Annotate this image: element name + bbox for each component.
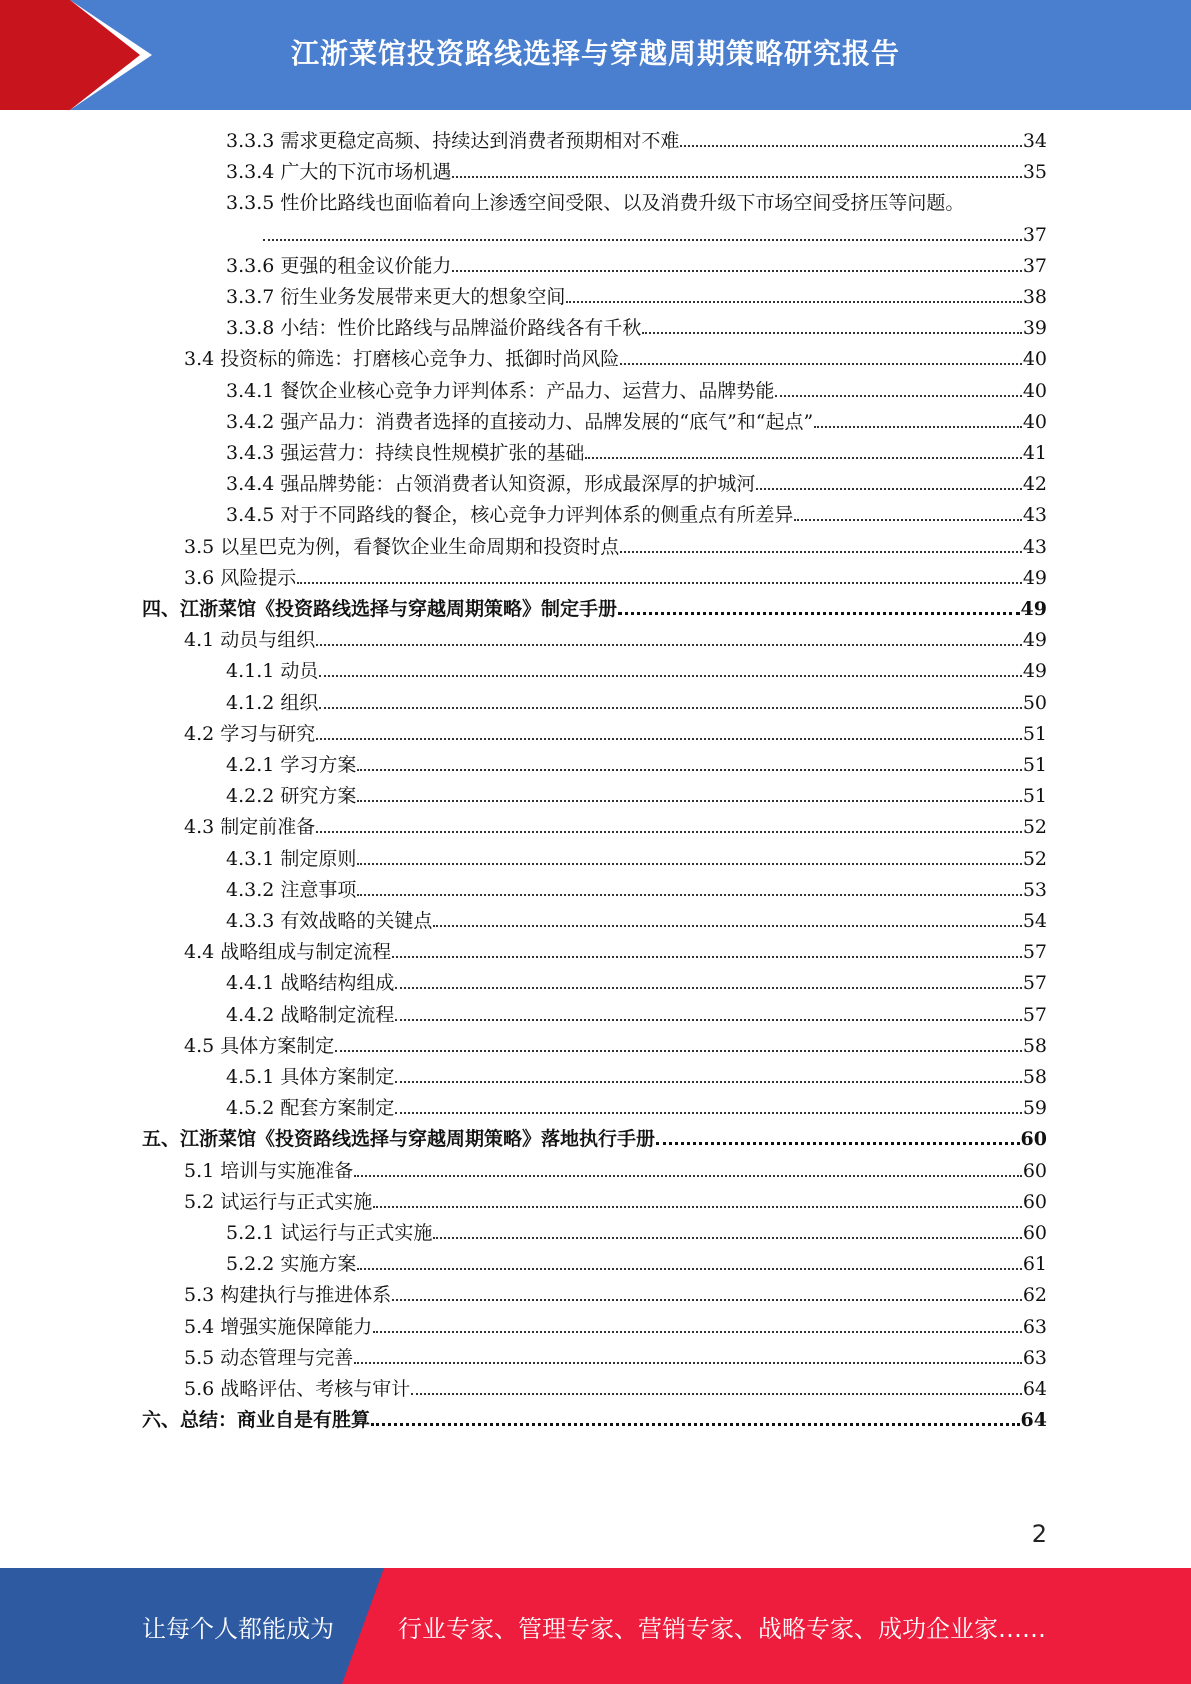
toc-entry[interactable] xyxy=(226,846,1047,870)
toc-entry[interactable] xyxy=(142,1407,1047,1431)
toc-leader-dots xyxy=(794,519,1021,521)
toc-leader-dots xyxy=(680,145,1021,147)
toc-entry[interactable] xyxy=(226,378,1047,402)
toc-entry[interactable] xyxy=(226,440,1047,464)
toc-entry[interactable] xyxy=(226,315,1047,339)
toc-entry[interactable] xyxy=(184,1345,1047,1369)
toc-entry-page: 40 xyxy=(1022,348,1047,371)
toc-entry-page: 49 xyxy=(1022,660,1047,683)
toc-entry-page: 51 xyxy=(1022,754,1047,776)
toc-leader-dots xyxy=(319,707,1021,709)
toc-entry-label: 3.4 投资标的筛选：打磨核心竞争力、抵御时尚风险 xyxy=(184,348,620,371)
toc-entry-page: 37 xyxy=(1022,223,1047,246)
toc-entry-label: 5.5 动态管理与完善 xyxy=(184,1346,354,1369)
toc-entry-page: 51 xyxy=(1022,722,1047,745)
footer-slogan-right: 行业专家、管理专家、营销专家、战略专家、成功企业家…… xyxy=(398,1614,1046,1643)
toc-entry-label: 4.2.1 学习方案 xyxy=(226,754,357,776)
toc-leader-dots xyxy=(566,301,1021,303)
toc-entry[interactable] xyxy=(226,409,1047,433)
toc-entry-page: 34 xyxy=(1022,130,1047,152)
toc-entry[interactable] xyxy=(226,190,964,214)
toc-leader-dots xyxy=(395,1112,1021,1114)
toc-entry-label: 3.4.4 强品牌势能：占领消费者认知资源，形成最深厚的护城河 xyxy=(226,473,756,496)
toc-entry-page: 52 xyxy=(1022,816,1047,839)
toc-entry-page: 63 xyxy=(1022,1315,1047,1338)
toc-entry-page: 49 xyxy=(1020,598,1047,620)
toc-entry-label: 4.3.3 有效战略的关键点 xyxy=(226,910,433,932)
toc-leader-dots xyxy=(357,800,1021,802)
toc-leader-dots xyxy=(354,1175,1022,1177)
toc-entry[interactable] xyxy=(226,970,1047,994)
toc-entry-label: 3.3.3 需求更稳定高频、持续达到消费者预期相对不难 xyxy=(226,130,680,152)
toc-entry-page: 39 xyxy=(1022,317,1047,340)
toc-entry-page: 58 xyxy=(1022,1034,1047,1057)
toc-entry-page: 58 xyxy=(1022,1066,1047,1088)
toc-entry[interactable] xyxy=(226,1220,1047,1244)
toc-entry-label: 四、江浙菜馆《投资路线选择与穿越周期策略》制定手册 xyxy=(142,598,618,620)
toc-entry-label: 5.2.2 实施方案 xyxy=(226,1253,357,1276)
toc-entry-page: 53 xyxy=(1022,878,1047,901)
toc-entry-label: 4.4.1 战略结构组成 xyxy=(226,972,395,995)
toc-leader-dots xyxy=(392,956,1022,958)
toc-entry-page: 40 xyxy=(1022,410,1047,433)
toc-entry[interactable] xyxy=(226,908,1047,932)
toc-entry-page: 51 xyxy=(1022,785,1047,808)
toc-entry-label: 4.2 学习与研究 xyxy=(184,722,316,745)
toc-entry-page: 57 xyxy=(1022,1003,1047,1026)
toc-leader-dots xyxy=(357,769,1021,771)
report-title: 江浙菜馆投资路线选择与穿越周期策略研究报告 xyxy=(290,37,900,70)
toc-entry-page: 59 xyxy=(1022,1097,1047,1120)
toc-entry-label: 4.1.2 组织 xyxy=(226,691,319,714)
toc-entry[interactable] xyxy=(262,222,1047,246)
toc-entry-page: 54 xyxy=(1022,910,1047,932)
toc-entry-page: 38 xyxy=(1022,286,1047,308)
toc-entry-page: 60 xyxy=(1020,1128,1047,1151)
toc-entry-label: 3.4.2 强产品力：消费者选择的直接动力、品牌发展的“底气”和“起点” xyxy=(226,410,814,433)
toc-entry[interactable] xyxy=(226,1095,1047,1119)
toc-leader-dots xyxy=(618,612,1020,615)
toc-entry-page: 49 xyxy=(1022,566,1047,589)
toc-leader-dots xyxy=(756,488,1021,490)
toc-entry-page: 41 xyxy=(1022,442,1047,464)
toc-entry-page: 57 xyxy=(1022,972,1047,995)
toc-entry-label: 4.3.1 制定原则 xyxy=(226,847,357,870)
toc-entry-label: 4.2.2 研究方案 xyxy=(226,785,357,808)
toc-entry-label: 4.4.2 战略制定流程 xyxy=(226,1003,395,1026)
toc-entry[interactable] xyxy=(226,752,1047,776)
toc-entry[interactable] xyxy=(184,1033,1047,1057)
toc-entry-label: 3.5 以星巴克为例，看餐饮企业生命周期和投资时点 xyxy=(184,535,620,558)
toc-entry-label: 5.6 战略评估、考核与审计 xyxy=(184,1378,411,1400)
toc-leader-dots xyxy=(263,239,1022,241)
toc-leader-dots xyxy=(814,426,1022,428)
footer-blue-slant xyxy=(342,1568,384,1684)
toc-entry[interactable] xyxy=(184,1376,1047,1400)
toc-entry[interactable] xyxy=(226,253,1047,277)
toc-leader-dots xyxy=(775,395,1021,397)
toc-entry-label: 4.3.2 注意事项 xyxy=(226,878,357,901)
toc-entry-page: 49 xyxy=(1022,629,1047,652)
toc-leader-dots xyxy=(656,1142,1020,1145)
toc-entry[interactable] xyxy=(226,502,1047,526)
toc-entry[interactable] xyxy=(184,346,1047,370)
toc-entry-page: 57 xyxy=(1022,941,1047,964)
toc-leader-dots xyxy=(642,332,1021,334)
toc-leader-dots xyxy=(585,457,1021,459)
toc-entry[interactable] xyxy=(226,1002,1047,1026)
toc-leader-dots xyxy=(392,1299,1022,1301)
toc-entry-label: 3.4.3 强运营力：持续良性规模扩张的基础 xyxy=(226,442,585,464)
toc-entry-label: 3.3.4 广大的下沉市场机遇 xyxy=(226,161,452,184)
toc-leader-dots xyxy=(373,1206,1022,1208)
toc-leader-dots xyxy=(357,894,1021,896)
toc-entry-label: 5.1 培训与实施准备 xyxy=(184,1159,354,1182)
toc-leader-dots xyxy=(316,644,1022,646)
toc-entry[interactable] xyxy=(184,534,1047,558)
toc-entry-page: 62 xyxy=(1022,1284,1047,1307)
toc-entry[interactable] xyxy=(226,783,1047,807)
toc-entry-page: 64 xyxy=(1020,1409,1047,1432)
toc-leader-dots xyxy=(433,1237,1021,1239)
page-footer xyxy=(0,1568,1191,1684)
toc-leader-dots xyxy=(452,270,1021,272)
toc-leader-dots xyxy=(373,1331,1022,1333)
toc-leader-dots xyxy=(335,1050,1022,1052)
toc-entry[interactable] xyxy=(184,939,1047,963)
toc-entry[interactable] xyxy=(226,690,1047,714)
toc-leader-dots xyxy=(395,1019,1021,1021)
toc-entry-label: 3.3.8 小结：性价比路线与品牌溢价路线各有千秋 xyxy=(226,317,642,340)
toc-entry-label: 五、江浙菜馆《投资路线选择与穿越周期策略》落地执行手册 xyxy=(142,1128,656,1151)
toc-entry[interactable] xyxy=(226,658,1047,682)
toc-entry-page: 63 xyxy=(1022,1346,1047,1369)
toc-leader-dots xyxy=(316,738,1022,740)
toc-leader-dots xyxy=(357,1268,1021,1270)
header-red-arrow xyxy=(70,0,140,110)
toc-entry[interactable] xyxy=(184,565,1047,589)
toc-entry[interactable] xyxy=(184,1189,1047,1213)
toc-leader-dots xyxy=(395,987,1021,989)
toc-entry[interactable] xyxy=(184,1282,1047,1306)
toc-entry-page: 60 xyxy=(1022,1190,1047,1213)
toc-entry-label: 5.4 增强实施保障能力 xyxy=(184,1315,373,1338)
toc-entry-label: 3.4.1 餐饮企业核心竞争力评判体系：产品力、运营力、品牌势能 xyxy=(226,379,775,402)
page-header xyxy=(0,0,1191,110)
toc-entry[interactable] xyxy=(226,1251,1047,1275)
toc-entry-label: 3.3.6 更强的租金议价能力 xyxy=(226,254,452,277)
header-red-block xyxy=(0,0,70,110)
toc-leader-dots xyxy=(319,675,1021,677)
toc-leader-dots xyxy=(433,925,1021,927)
toc-entry-page: 61 xyxy=(1022,1253,1047,1276)
toc-entry-page: 40 xyxy=(1022,379,1047,402)
toc-entry-label: 4.1 动员与组织 xyxy=(184,629,316,652)
toc-entry[interactable] xyxy=(226,877,1047,901)
toc-entry[interactable] xyxy=(184,1314,1047,1338)
toc-entry-label: 5.2 试运行与正式实施 xyxy=(184,1190,373,1213)
toc-leader-dots xyxy=(452,176,1021,178)
toc-entry[interactable] xyxy=(226,471,1047,495)
toc-entry-label: 3.3.5 性价比路线也面临着向上渗透空间受限、以及消费升级下市场空间受挤压等问题。 xyxy=(226,192,965,215)
toc-entry-page: 43 xyxy=(1022,535,1047,558)
toc-entry-label: 5.2.1 试运行与正式实施 xyxy=(226,1222,433,1244)
toc-entry[interactable] xyxy=(142,1126,1047,1150)
toc-entry-label: 4.4 战略组成与制定流程 xyxy=(184,941,392,964)
toc-entry-label: 六、总结：商业自是有胜算 xyxy=(142,1409,371,1432)
toc-entry-label: 4.3 制定前准备 xyxy=(184,816,316,839)
toc-entry[interactable] xyxy=(184,721,1047,745)
toc-entry-label: 4.5 具体方案制定 xyxy=(184,1034,335,1057)
toc-entry-label: 4.5.1 具体方案制定 xyxy=(226,1066,395,1088)
toc-entry-page: 35 xyxy=(1022,161,1047,184)
page-number: 2 xyxy=(1031,1520,1047,1548)
toc-entry-page: 43 xyxy=(1022,504,1047,527)
toc-leader-dots xyxy=(357,863,1021,865)
toc-entry-label: 3.4.5 对于不同路线的餐企，核心竞争力评判体系的侧重点有所差异 xyxy=(226,504,794,527)
toc-entry[interactable] xyxy=(184,814,1047,838)
toc-leader-dots xyxy=(620,551,1022,553)
toc-leader-dots xyxy=(620,363,1022,365)
toc-entry-page: 60 xyxy=(1022,1159,1047,1182)
toc-leader-dots xyxy=(316,831,1022,833)
toc-entry-page: 50 xyxy=(1022,691,1047,714)
toc-entry[interactable] xyxy=(184,627,1047,651)
toc-entry[interactable] xyxy=(142,596,1047,620)
toc-entry-page: 64 xyxy=(1022,1378,1047,1400)
toc-entry-page: 42 xyxy=(1022,473,1047,496)
toc-entry-page: 37 xyxy=(1022,254,1047,277)
toc-entry[interactable] xyxy=(226,1064,1047,1088)
toc-entry-page: 52 xyxy=(1022,847,1047,870)
toc-entry[interactable] xyxy=(226,128,1047,152)
toc-leader-dots xyxy=(297,582,1022,584)
toc-entry-label: 4.5.2 配套方案制定 xyxy=(226,1097,395,1120)
toc-leader-dots xyxy=(395,1081,1021,1083)
toc-entry-page: 60 xyxy=(1022,1222,1047,1244)
toc-entry[interactable] xyxy=(184,1158,1047,1182)
footer-slogan-left: 让每个人都能成为 xyxy=(142,1614,334,1643)
toc-entry-label: 5.3 构建执行与推进体系 xyxy=(184,1284,392,1307)
toc-entry-label: 4.1.1 动员 xyxy=(226,660,319,683)
toc-leader-dots xyxy=(411,1393,1022,1395)
toc-entry[interactable] xyxy=(226,284,1047,308)
toc-leader-dots xyxy=(354,1362,1022,1364)
toc-entry[interactable] xyxy=(226,159,1047,183)
toc-entry-label: 3.3.7 衍生业务发展带来更大的想象空间 xyxy=(226,286,566,308)
toc-entry-label: 3.6 风险提示 xyxy=(184,566,297,589)
toc-leader-dots xyxy=(371,1423,1020,1426)
